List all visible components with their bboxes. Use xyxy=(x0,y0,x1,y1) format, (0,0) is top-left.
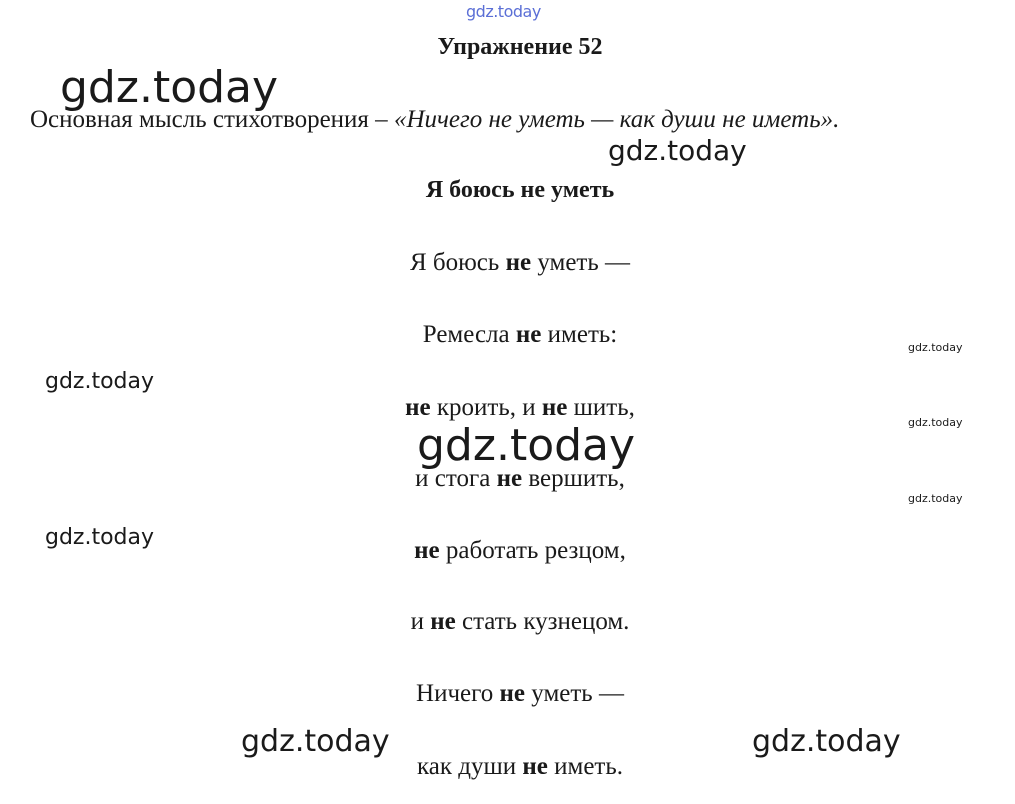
poem-line xyxy=(0,394,1015,422)
watermark-small-right-1: gdz.today xyxy=(908,341,963,354)
watermark-small-right-3: gdz.today xyxy=(908,492,963,505)
poem-line-text: работать резцом, xyxy=(439,537,626,564)
poem-line-text: и стога xyxy=(415,465,497,492)
poem-line-text: иметь: xyxy=(541,321,618,348)
main-idea-quote: «Ничего не уметь — как души не иметь». xyxy=(393,106,840,133)
poem-line-text: кроить, и xyxy=(430,394,542,421)
watermark-top: gdz.today xyxy=(466,2,541,21)
poem-line-bold: не xyxy=(541,394,568,421)
watermark-large-left: gdz.today xyxy=(60,62,279,113)
poem-line-text: шить, xyxy=(567,394,635,421)
poem-line-text: как души xyxy=(417,753,523,780)
poem-line-text: иметь. xyxy=(547,753,623,780)
poem-line-bold: не xyxy=(405,394,431,421)
poem-line-bold: не xyxy=(430,608,456,635)
main-idea xyxy=(30,106,839,134)
poem-line-text: стать кузнецом. xyxy=(455,608,630,635)
watermark-center: gdz.today xyxy=(417,420,636,471)
poem-line-text: уметь — xyxy=(531,249,630,276)
poem-line-text: Я боюсь xyxy=(409,249,506,276)
poem-line xyxy=(0,753,1015,781)
watermark-left-2: gdz.today xyxy=(45,525,155,550)
poem-line-bold: не xyxy=(414,537,440,564)
poem-line xyxy=(0,465,1015,493)
poem-line-text: вершить, xyxy=(522,465,625,492)
poem-line-text: и xyxy=(410,608,431,635)
watermark-bottom-left: gdz.today xyxy=(241,724,390,759)
watermark-right-of-idea: gdz.today xyxy=(608,134,747,167)
poem-line xyxy=(0,680,1015,708)
poem-line-bold: не xyxy=(499,680,526,707)
poem-line xyxy=(0,537,1015,565)
exercise-title: Упражнение 52 xyxy=(437,34,603,60)
poem-line-bold: не xyxy=(515,321,542,348)
poem-line-text: Ремесла xyxy=(422,321,516,348)
poem-line-bold: не xyxy=(522,753,548,780)
poem-line xyxy=(0,321,1015,349)
poem-line-text: Ничего xyxy=(416,680,500,707)
watermark-small-right-2: gdz.today xyxy=(908,416,963,429)
poem-line xyxy=(0,608,1015,636)
watermark-bottom-right: gdz.today xyxy=(752,724,901,759)
watermark-left-1: gdz.today xyxy=(45,369,155,394)
poem-line xyxy=(0,249,1015,277)
main-idea-prefix: Основная мысль стихотворения – xyxy=(30,106,394,133)
poem-line-text: уметь — xyxy=(525,680,624,707)
poem-title: Я боюсь не уметь xyxy=(425,177,615,203)
poem-line-bold: не xyxy=(505,249,532,276)
poem-line-bold: не xyxy=(496,465,523,492)
